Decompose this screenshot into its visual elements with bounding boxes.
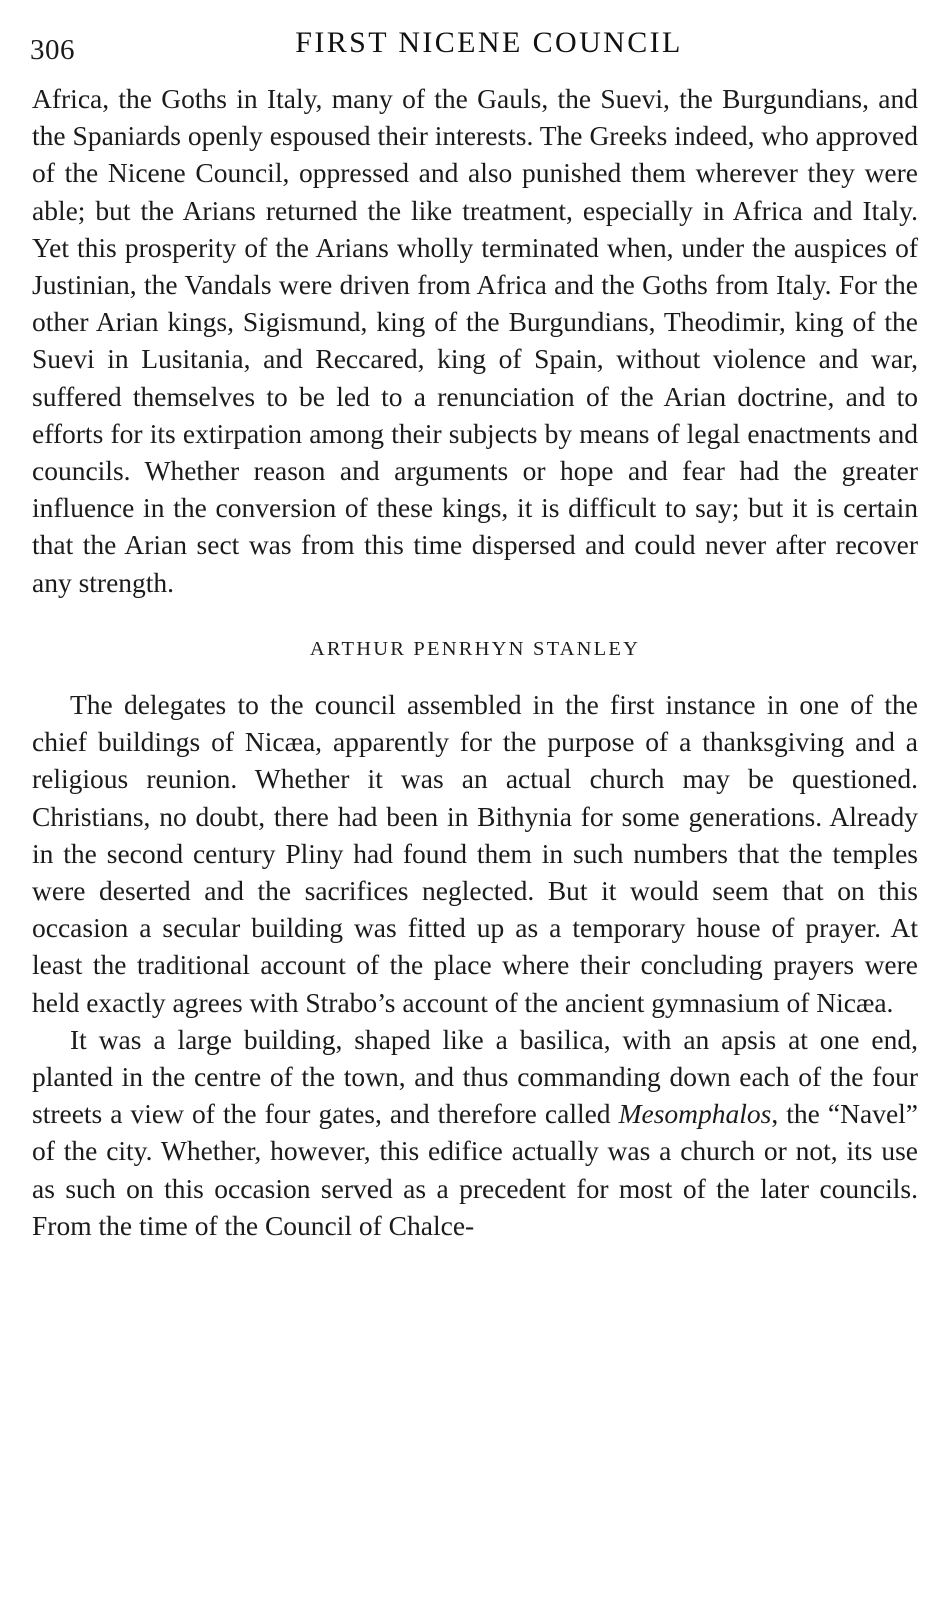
paragraph-2: The delegates to the council assembled in the first instance in one of the chief buildings of Nicæa, apparently for the purpose of a thanksgiving and a religious reunion. Whether it was an actual church may be questioned. Christians, no doubt, there had been in Bithynia for some generations. Already in the second century Pliny had found them in such numbers that the temples were deserted and the sacrifices neglected. But it would seem that on this occasion a secular building was fitted up as a temporary house of prayer. At least the traditional account of the place where their concluding prayers were held exactly agrees with Strabo’s account of the ancient gymnasium of Nicæa.: [32, 689, 918, 1018]
paragraph-3-text-after: , the “Navel” of the city. Whether, however, this edifice actually was a church or not, its use as such on this occasion served as a precedent for most of the later councils. From the time of the Council of Chalce-: [32, 1098, 918, 1241]
paragraph-3: [32, 1021, 918, 1244]
paragraph-3-text-before: It was a large building, shaped like a basilica, with an apsis at one end, planted in the centre of the town, and thus commanding down each of the four streets a view of the four gates, and therefore called: [32, 1023, 918, 1130]
page-number: 306: [30, 34, 75, 66]
page-body: [32, 80, 918, 1244]
page-header: [30, 18, 920, 80]
running-title: FIRST NICENE COUNCIL: [295, 26, 683, 59]
paragraph-3-italic-term: Mesomphalos: [618, 1098, 772, 1130]
author-byline: ARTHUR PENRHYN STANLEY: [309, 637, 641, 660]
paragraph-1: Africa, the Goths in Italy, many of the Gauls, the Suevi, the Burgundians, and the Spaniards openly espoused their interests. The Greeks indeed, who approved of the Nicene Council, oppressed and also punished them wherever they were able; but the Arians returned the like treatment, especially in Africa and Italy. Yet this prosperity of the Arians wholly terminated when, under the auspices of Justinian, the Vandals were driven from Africa and the Goths from Italy. For the other Arian kings, Sigismund, king of the Burgundians, Theodimir, king of the Suevi in Lusitania, and Reccared, king of Spain, without violence and war, suffered themselves to be led to a renunciation of the Arian doctrine, and to efforts for its extirpation among their subjects by means of legal enactments and councils. Whether reason and arguments or hope and fear had the greater influence in the conversion of these kings, it is difficult to say; but it is certain that the Arian sect was from this time dispersed and could never after recover any strength.: [32, 83, 918, 598]
